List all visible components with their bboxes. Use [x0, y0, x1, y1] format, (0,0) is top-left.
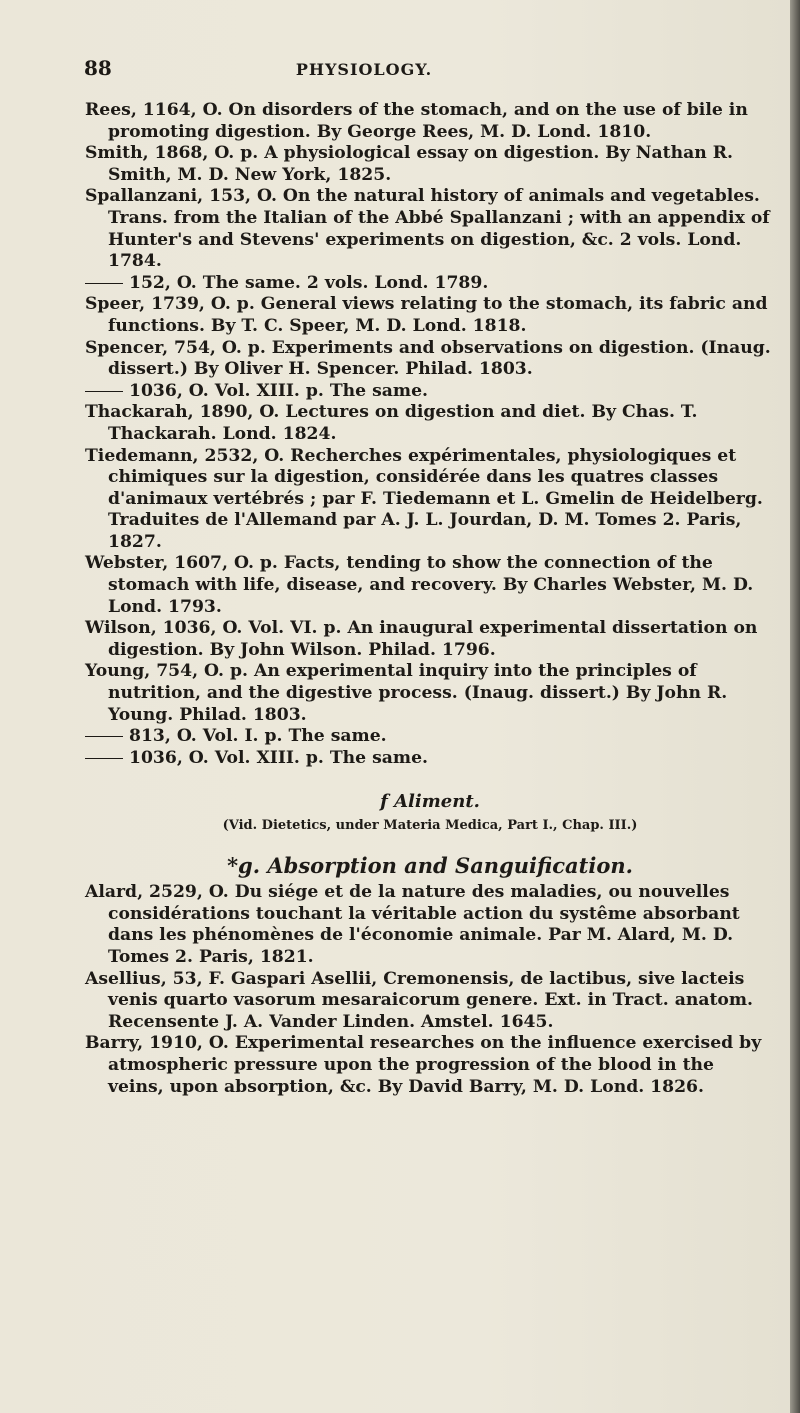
section-heading-aliment: f Aliment.	[380, 791, 480, 813]
bib-entry: Speer, 1739, O. p. General views relating to the stomach, its fabric and functions. By T. C. Speer, M. D. Lond. 1818.	[85, 294, 768, 336]
bib-entry: Webster, 1607, O. p. Facts, tending to show the connection of the stomach with life, disease, and recovery. By Charles Webster, M. D. Lond. 1793.	[85, 553, 754, 617]
bib-entry: Smith, 1868, O. p. A physiological essay on digestion. By Nathan R. Smith, M. D. New York, 1825.	[85, 143, 733, 185]
bib-entry: Alard, 2529, O. Du siége et de la nature des maladies, ou nouvelles considérations touchant la véritable action du systême absorbant dans les phénomènes de l'économie animale. Par M. Alard, M. D. Tomes 2. Paris, 1821.	[85, 882, 740, 967]
page-header	[84, 56, 644, 84]
ditto-dash	[85, 758, 123, 759]
bibliography-content	[85, 100, 775, 1098]
ditto-dash	[85, 391, 123, 392]
bib-entry: Spencer, 754, O. p. Experiments and observations on digestion. (Inaug. dissert.) By Oliver H. Spencer. Philad. 1803.	[85, 337, 771, 380]
ditto-dash	[85, 283, 123, 284]
section-heading-absorption: *g. Absorption and Sanguification.	[227, 852, 633, 878]
ditto-dash	[85, 736, 123, 737]
bib-entry: Tiedemann, 2532, O. Recherches expérimentales, physiologiques et chimiques sur la digestion, considérée dans les quatres classes d'animaux vertébrés ; par F. Tiedemann et L. Gmelin de Heidelberg. Traduites de l'Allemand par A. J. L. Jourdan, D. M. Tomes 2. Paris, 1827.	[85, 445, 763, 552]
page-binding-edge	[790, 0, 800, 1413]
bib-entry: Thackarah, 1890, O. Lectures on digestion and diet. By Chas. T. Thackarah. Lond. 1824.	[85, 402, 698, 444]
bib-entry-ditto: 1036, O. Vol. XIII. p. The same.	[85, 381, 775, 403]
bib-entry-ditto: 1036, O. Vol. XIII. p. The same.	[85, 748, 775, 770]
bib-entry: Young, 754, O. p. An experimental inquiry into the principles of nutrition, and the digestive process. (Inaug. dissert.) By John R. Young. Philad. 1803.	[85, 661, 728, 725]
page-number: 88	[84, 56, 112, 80]
bib-entry-ditto: 152, O. The same. 2 vols. Lond. 1789.	[85, 273, 775, 295]
bib-entry: Wilson, 1036, O. Vol. VI. p. An inaugural experimental dissertation on digestion. By John Wilson. Philad. 1796.	[85, 618, 758, 660]
section-note-aliment: (Vid. Dietetics, under Materia Medica, Part I., Chap. III.)	[222, 818, 638, 833]
bib-entry: Barry, 1910, O. Experimental researches on the influence exercised by atmospheric pressure upon the progression of the blood in the veins, upon absorption, &c. By David Barry, M. D. Lond. 1826.	[85, 1033, 762, 1097]
running-head: PHYSIOLOGY.	[295, 60, 433, 79]
bib-entry: Rees, 1164, O. On disorders of the stomach, and on the use of bile in promoting digestion. By George Rees, M. D. Lond. 1810.	[85, 100, 748, 142]
bib-entry: Asellius, 53, F. Gaspari Asellii, Cremonensis, de lactibus, sive lacteis venis quarto vasorum mesaraicorum genere. Ext. in Tract. anatom. Recensente J. A. Vander Linden. Amstel. 1645.	[85, 968, 754, 1032]
bib-entry-ditto: 813, O. Vol. I. p. The same.	[85, 726, 775, 748]
bib-entry: Spallanzani, 153, O. On the natural history of animals and vegetables. Trans. from the Italian of the Abbé Spallanzani ; with an appendix of Hunter's and Stevens' experiments on digestion, &c. 2 vols. Lond. 1784.	[85, 186, 770, 272]
